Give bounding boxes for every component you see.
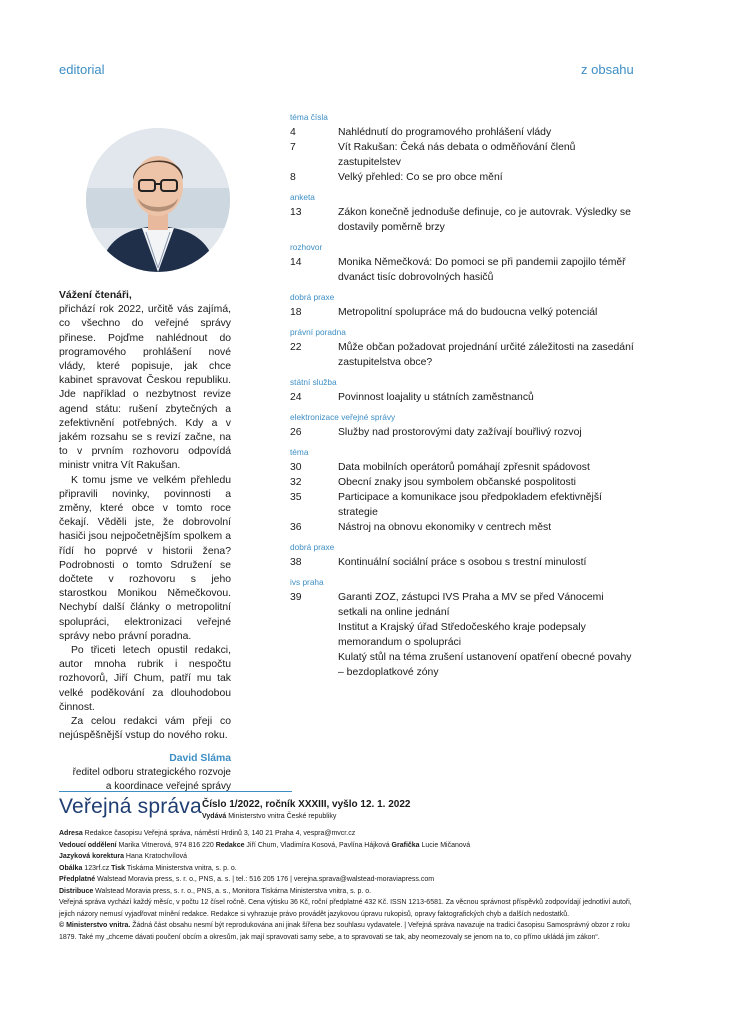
imprint-line [59, 920, 639, 943]
imprint-line [59, 828, 639, 840]
toc-entry[interactable] [290, 125, 635, 140]
imprint-label: Adresa [59, 830, 83, 837]
signature [59, 752, 231, 794]
imprint-line [59, 863, 639, 875]
editorial-greeting: Vážení čtenáři, [59, 290, 132, 301]
toc-page-number: 14 [290, 257, 302, 268]
publisher-name: Ministerstvo vnitra České republiky [228, 813, 337, 820]
imprint [59, 828, 639, 943]
toc-page-number: 7 [290, 142, 296, 153]
toc-section [290, 112, 635, 185]
imprint-label: Grafička [391, 841, 420, 849]
toc-section [290, 192, 635, 235]
toc-entry[interactable] [290, 170, 635, 185]
toc-page-number: 26 [290, 427, 302, 438]
toc-entry-title: Monika Němečková: Do pomoci se při pandemii zapojilo téměř dvanáct tisíc dobrovolných hasičů [338, 257, 626, 283]
toc-entry-title: Kulatý stůl na téma zrušení ustanovení opatření obecné povahy – bezdoplatkové zóny [338, 652, 632, 678]
imprint-text: Veřejná správa vychází každý měsíc, v počtu 12 čísel ročně. Cena výtisku 36 Kč, roční předplatné 432 Kč. ISSN 1213-6581. Za věcnou správnost příspěvků zodpovídají jednotliví autoři, jejich názory nemusí vyjadřovat mínění redakce. Redakce si vyhrazuje právo provádět jazykovou úpravu rukopisů, opravy faktografických chyb a dalších nedostatků. [59, 899, 632, 918]
toc-entry[interactable] [290, 305, 635, 320]
signature-role: ředitel odboru strategického rozvoje [72, 766, 231, 778]
toc-page-number: 24 [290, 392, 302, 403]
signature-role: a koordinace veřejné správy [105, 780, 231, 792]
toc-entry-title: Může občan požadovat projednání určité záležitosti na zasedání zastupitelstva obce? [338, 342, 634, 368]
toc-section [290, 292, 635, 320]
toc-section [290, 447, 635, 535]
toc-entry[interactable] [290, 255, 635, 285]
toc-section-label: právní poradna [290, 327, 346, 337]
imprint-text: Lucie Mičanová [419, 841, 471, 849]
toc-entry-title: Garanti ZOZ, zástupci IVS Praha a MV se před Vánocemi setkali na online jednání [338, 592, 604, 618]
publisher-label: Vydává [202, 813, 227, 820]
toc-entry[interactable] [290, 650, 635, 680]
toc-page-number: 30 [290, 462, 302, 473]
editorial-paragraph: K tomu jsme ve velkém přehledu připravili novinky, povinnosti a změny, které obce v tomto roce čekají. Věděli jste, že dobrovolní hasiči jsou nejpočetnějším spolkem a řídí ho poprvé v historii žena? Podrobnosti o tomto Sdružení se dočtete v rozhovoru s jeho starostkou Monikou Němečkovou. Nechybí další články o metropolitní spolupráci, elektronizaci veřejné správy nebo právní poradna. [59, 474, 231, 642]
imprint-text: Jiří Chum, Vladimíra Kosová, Pavlína Hájková [244, 841, 392, 849]
publisher-info [202, 813, 336, 820]
imprint-text: 123rf.cz [82, 864, 112, 872]
imprint-label: Redakce [215, 841, 245, 849]
toc-entry[interactable] [290, 520, 635, 535]
toc-entry[interactable] [290, 425, 635, 440]
imprint-text: Tiskárna Ministerstva vnitra, s. p. o. [125, 864, 237, 872]
toc-entry[interactable] [290, 475, 635, 490]
imprint-label: © Ministerstvo vnitra. [59, 922, 131, 929]
section-label-editorial: editorial [59, 62, 105, 77]
toc-page-number: 35 [290, 492, 302, 503]
imprint-label: Tisk [111, 864, 126, 872]
toc-entry-title: Obecní znaky jsou symbolem občanské pospolitosti [338, 477, 576, 488]
toc-entry[interactable] [290, 340, 635, 370]
toc-entry-title: Kontinuální sociální práce s osobou s trestní minulostí [338, 557, 587, 568]
toc-entry[interactable] [290, 555, 635, 570]
portrait-illustration [86, 128, 230, 272]
toc-section-label: rozhovor [290, 242, 323, 252]
toc-page-number: 22 [290, 342, 302, 353]
toc-entry-title: Velký přehled: Co se pro obce mění [338, 172, 503, 183]
imprint-text: Marika Vitnerová, 974 816 220 [116, 841, 216, 849]
editorial-paragraph: přichází rok 2022, určitě vás zajímá, co všechno do veřejné správy přinese. Pojďme nahlédnout do programového prohlášení nové vlády, které popisuje, jak chce kabinet spravovat Českou republiku. Jde například o nezbytnost revize agend státu: rušení zbytečných a zefektivnění potřebných. Kdy a v jakém rozsahu se s revizí začne, na to v prvním rozhovoru odpovídá ministr vnitra Vít Rakušan. [59, 304, 231, 472]
toc-entry[interactable] [290, 620, 635, 650]
imprint-label: Předplatné [59, 876, 96, 883]
toc-section-label: státní služba [290, 377, 337, 387]
section-label-contents: z obsahu [581, 62, 634, 77]
author-portrait [86, 128, 230, 272]
toc-page-number [290, 620, 338, 650]
signature-name: David Sláma [169, 752, 231, 764]
toc-page-number: 32 [290, 477, 302, 488]
imprint-line [59, 840, 639, 852]
toc-section [290, 327, 635, 370]
toc-entry-title: Vít Rakušan: Čeká nás debata o odměňování členů zastupitelstev [338, 142, 576, 168]
editorial-paragraph: Po třiceti letech opustil redakci, autor mnoha rubrik i nespočtu rozhovorů, Jiří Chum, patří mu tak velké poděkování za dlouhodobou činnost. [59, 645, 231, 713]
toc-section-label: dobrá praxe [290, 542, 335, 552]
imprint-text: Hana Kratochvílová [123, 853, 188, 860]
toc-entry-title: Služby nad prostorovými daty zažívají bouřlivý rozvoj [338, 427, 582, 438]
toc-entry-title: Data mobilních operátorů pomáhají zpřesnit spádovost [338, 462, 590, 473]
toc-entry[interactable] [290, 590, 635, 620]
toc-entry-title: Nástroj na obnovu ekonomiky v centrech měst [338, 522, 552, 533]
toc-entry-title: Participace a komunikace jsou předpokladem efektivnější strategie [338, 492, 602, 518]
toc-entry-title: Metropolitní spolupráce má do budoucna velký potenciál [338, 307, 598, 318]
toc-entry-title: Nahlédnutí do programového prohlášení vlády [338, 127, 552, 138]
toc-section-label: anketa [290, 192, 315, 202]
magazine-logo: Veřejná správa [59, 795, 202, 818]
imprint-text: Redakce časopisu Veřejná správa, náměstí Hrdinů 3, 140 21 Praha 4, vespra@mvcr.cz [82, 830, 356, 837]
toc-page-number: 8 [290, 172, 296, 183]
toc-page-number: 4 [290, 127, 296, 138]
toc-page-number: 39 [290, 592, 302, 603]
toc-page-number: 36 [290, 522, 302, 533]
editorial-paragraph: Za celou redakci vám přeji co nejúspěšnější vstup do nového roku. [59, 716, 231, 742]
toc-section-label: téma čísla [290, 112, 328, 122]
imprint-label: Jazyková korektura [59, 853, 124, 860]
toc-entry[interactable] [290, 205, 635, 235]
toc-section [290, 577, 635, 680]
toc-entry-title: Institut a Krajský úřad Středočeského kraje podepsaly memorandum o spolupráci [338, 622, 586, 648]
toc-page-number: 38 [290, 557, 302, 568]
imprint-line [59, 886, 639, 898]
toc-section-label: téma [290, 447, 309, 457]
toc-entry[interactable] [290, 460, 635, 475]
imprint-line [59, 874, 639, 886]
imprint-line [59, 851, 639, 863]
imprint-label: Vedoucí oddělení [59, 841, 117, 849]
toc-entry-title: Povinnost loajality u státních zaměstnanců [338, 392, 534, 403]
toc-section [290, 377, 635, 405]
toc-entry[interactable] [290, 140, 635, 170]
imprint-label: Distribuce [59, 887, 94, 895]
table-of-contents [290, 112, 635, 687]
toc-section [290, 412, 635, 440]
toc-entry-title: Zákon konečně jednoduše definuje, co je autovrak. Výsledky se dostavily poměrně brzy [338, 207, 631, 233]
imprint-label: Obálka [59, 864, 83, 872]
imprint-text: Žádná část obsahu nesmí být reprodukována ani jinak šířena bez souhlasu vydavatele. | Veřejná správa navazuje na tradici časopisu Samosprávný obzor z roku 1879. Také my „chceme dávati poučení obcím a okresům, jak mají spravovati samy sebe, a to spravovati se tak, aby neomezovaly se jenom na to, co přímo ukládá jim zákon“. [59, 922, 630, 941]
toc-page-number: 18 [290, 307, 302, 318]
toc-page-number [290, 650, 338, 680]
imprint-text: Walstead Moravia press, s. r. o., PNS, a. s., Monitora Tiskárna Ministerstva vnitra, s. p. o. [93, 887, 372, 895]
toc-page-number: 13 [290, 207, 302, 218]
editorial-text [59, 289, 231, 794]
toc-section [290, 242, 635, 285]
masthead-divider [59, 791, 292, 792]
toc-section-label: dobrá praxe [290, 292, 335, 302]
toc-section-label: ivs praha [290, 577, 324, 587]
toc-section-label: elektronizace veřejné správy [290, 412, 396, 422]
toc-entry[interactable] [290, 490, 635, 520]
imprint-text: Walstead Moravia press, s. r. o., PNS, a. s. | tel.: 516 205 176 | verejna.sprava@walstead-moraviapress.com [95, 876, 435, 883]
imprint-line [59, 897, 639, 920]
issue-info: Číslo 1/2022, ročník XXXIII, vyšlo 12. 1. 2022 [202, 799, 411, 810]
toc-entry[interactable] [290, 390, 635, 405]
toc-section [290, 542, 635, 570]
